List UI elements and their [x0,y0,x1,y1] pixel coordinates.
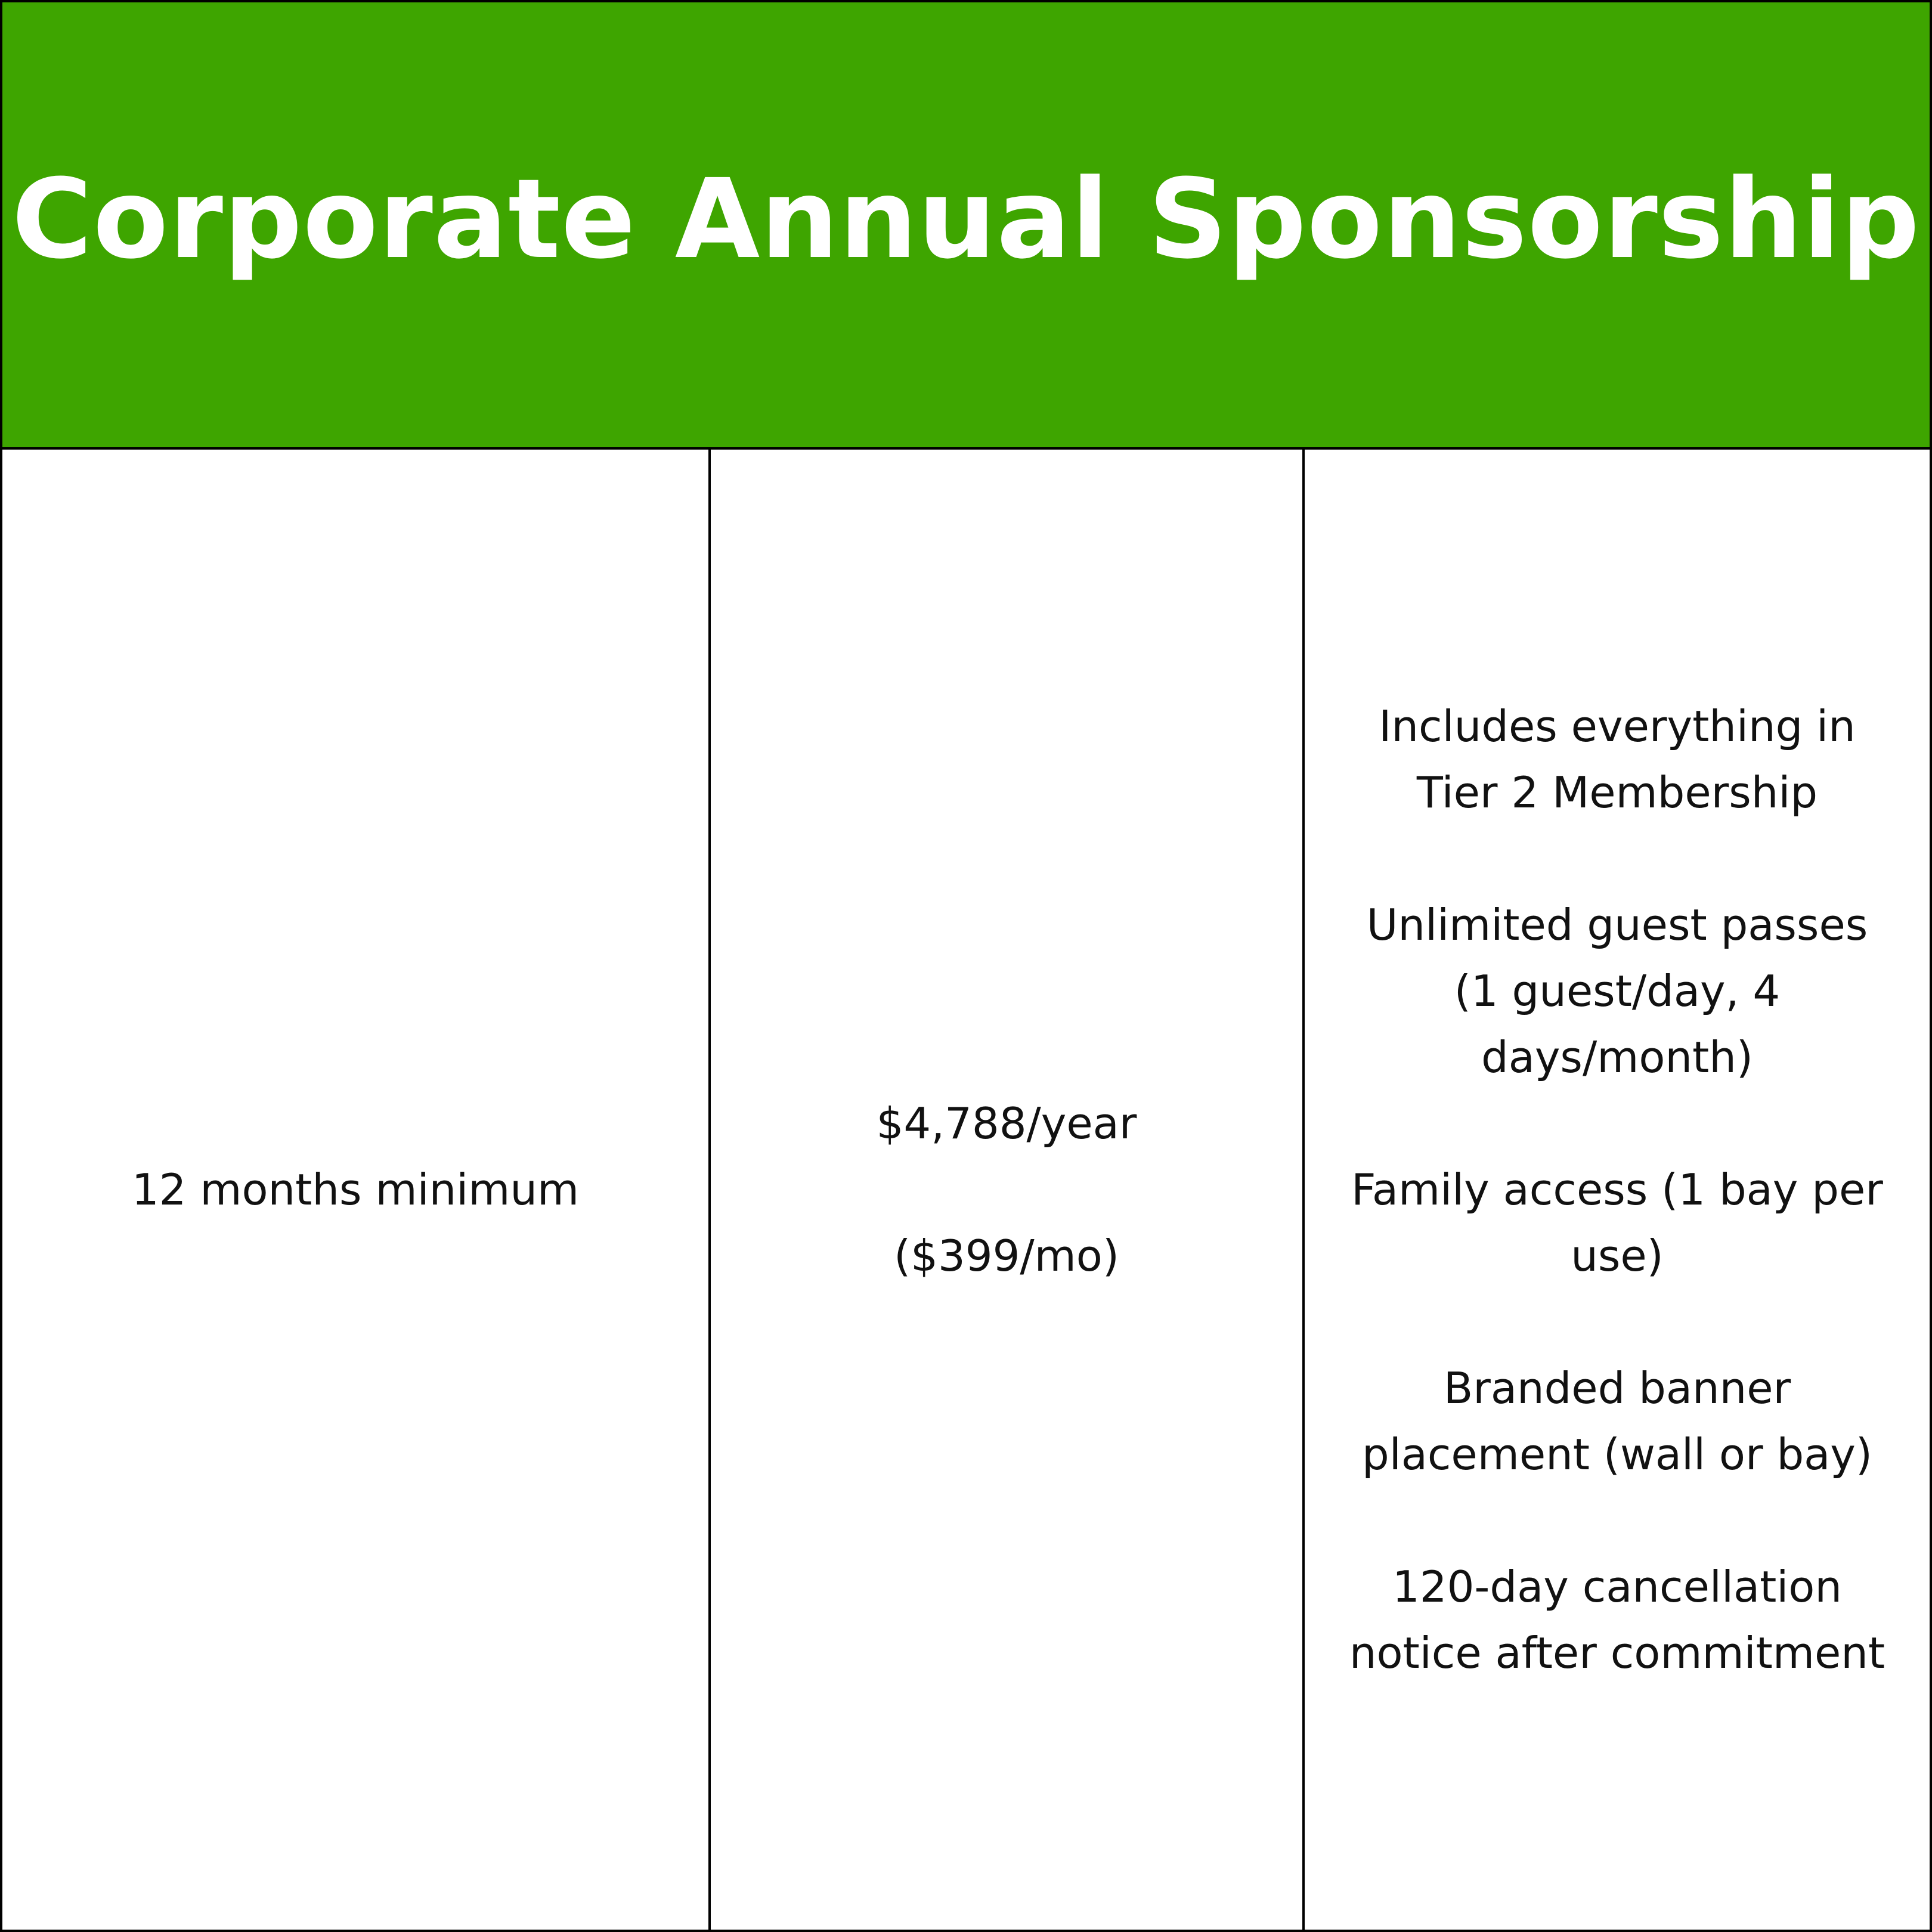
benefit-item: Includes everything in Tier 2 Membership [1379,701,1856,818]
monthly-price: ($399/mo) [894,1230,1119,1281]
price-cell [711,450,1305,1930]
page-title: Corporate Annual Sponsorship [11,156,1921,283]
yearly-price: $4,788/year [876,1098,1137,1148]
term-text: 12 months minimum [131,1164,580,1215]
benefit-item: Branded banner placement (wall or bay) [1362,1363,1872,1479]
sponsorship-details-row [2,450,1930,1930]
header-banner [2,2,1930,450]
term-cell [2,450,711,1930]
benefits-cell [1305,450,1930,1930]
benefit-item: Unlimited guest passes (1 guest/day, 4 days/month) [1366,899,1868,1082]
benefit-item: 120-day cancellation notice after commitment [1349,1561,1885,1678]
benefit-item: Family access (1 bay per use) [1351,1164,1883,1281]
